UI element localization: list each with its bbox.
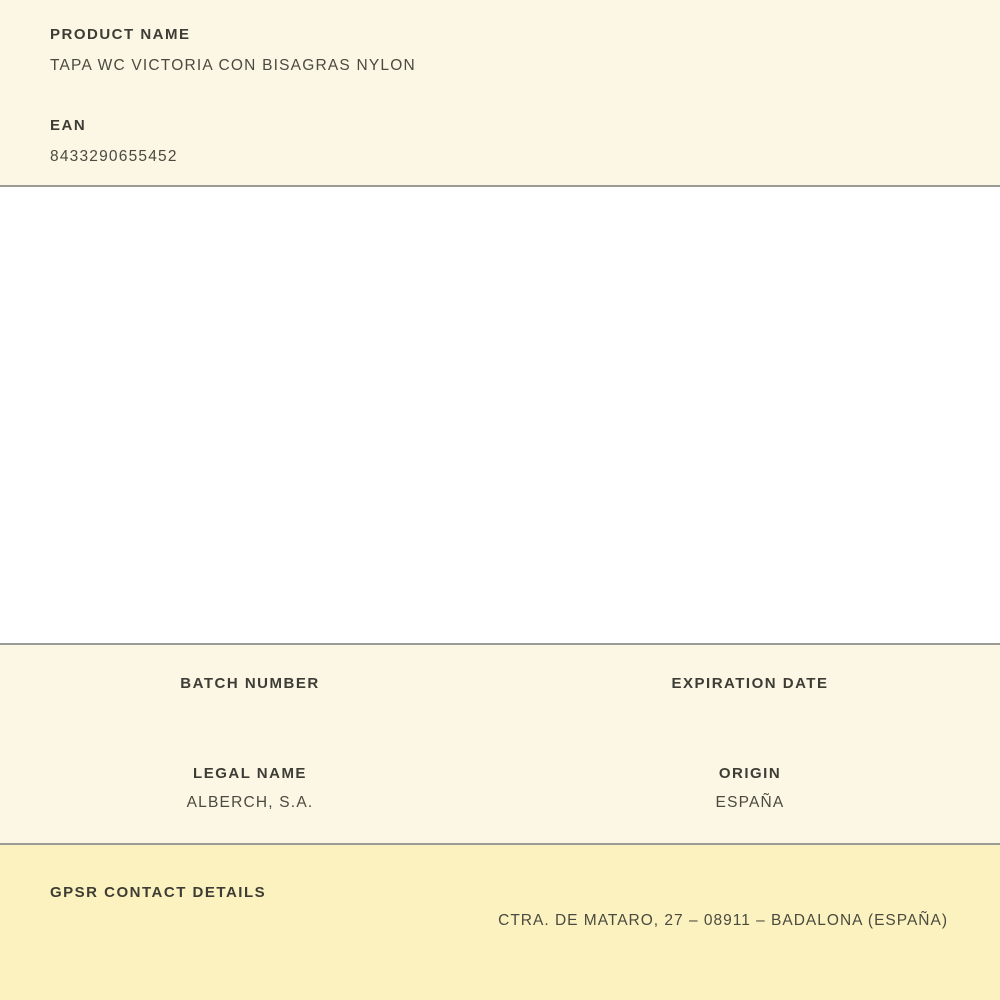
details-section — [0, 645, 1000, 843]
expiration-date-value — [500, 704, 1000, 721]
product-name-value: TAPA WC VICTORIA CON BISAGRAS NYLON — [50, 57, 416, 74]
legal-name-label: LEGAL NAME — [193, 765, 307, 782]
product-name-label: PRODUCT NAME — [50, 26, 191, 43]
origin-value: ESPAÑA — [715, 794, 785, 811]
batch-number-field — [0, 676, 500, 766]
gpsr-contact-address: CTRA. DE MATARO, 27 – 08911 – BADALONA (ESPAÑA) — [498, 912, 948, 929]
ean-value: 8433290655452 — [50, 148, 178, 165]
gpsr-contact-title: GPSR CONTACT DETAILS — [50, 884, 267, 901]
legal-name-field — [0, 766, 500, 811]
origin-label: ORIGIN — [718, 765, 782, 782]
product-name-field — [50, 27, 950, 74]
batch-number-label: BATCH NUMBER — [180, 675, 320, 692]
product-info-section — [0, 0, 1000, 185]
gpsr-contact-section — [0, 845, 1000, 1000]
product-image-area — [0, 187, 1000, 643]
batch-number-value — [0, 704, 500, 721]
ean-label: EAN — [50, 117, 87, 134]
details-grid — [0, 676, 1000, 811]
expiration-date-field — [500, 676, 1000, 766]
legal-name-value: ALBERCH, S.A. — [186, 794, 314, 811]
expiration-date-label: EXPIRATION DATE — [671, 675, 829, 692]
ean-field — [50, 118, 950, 165]
origin-field — [500, 766, 1000, 811]
